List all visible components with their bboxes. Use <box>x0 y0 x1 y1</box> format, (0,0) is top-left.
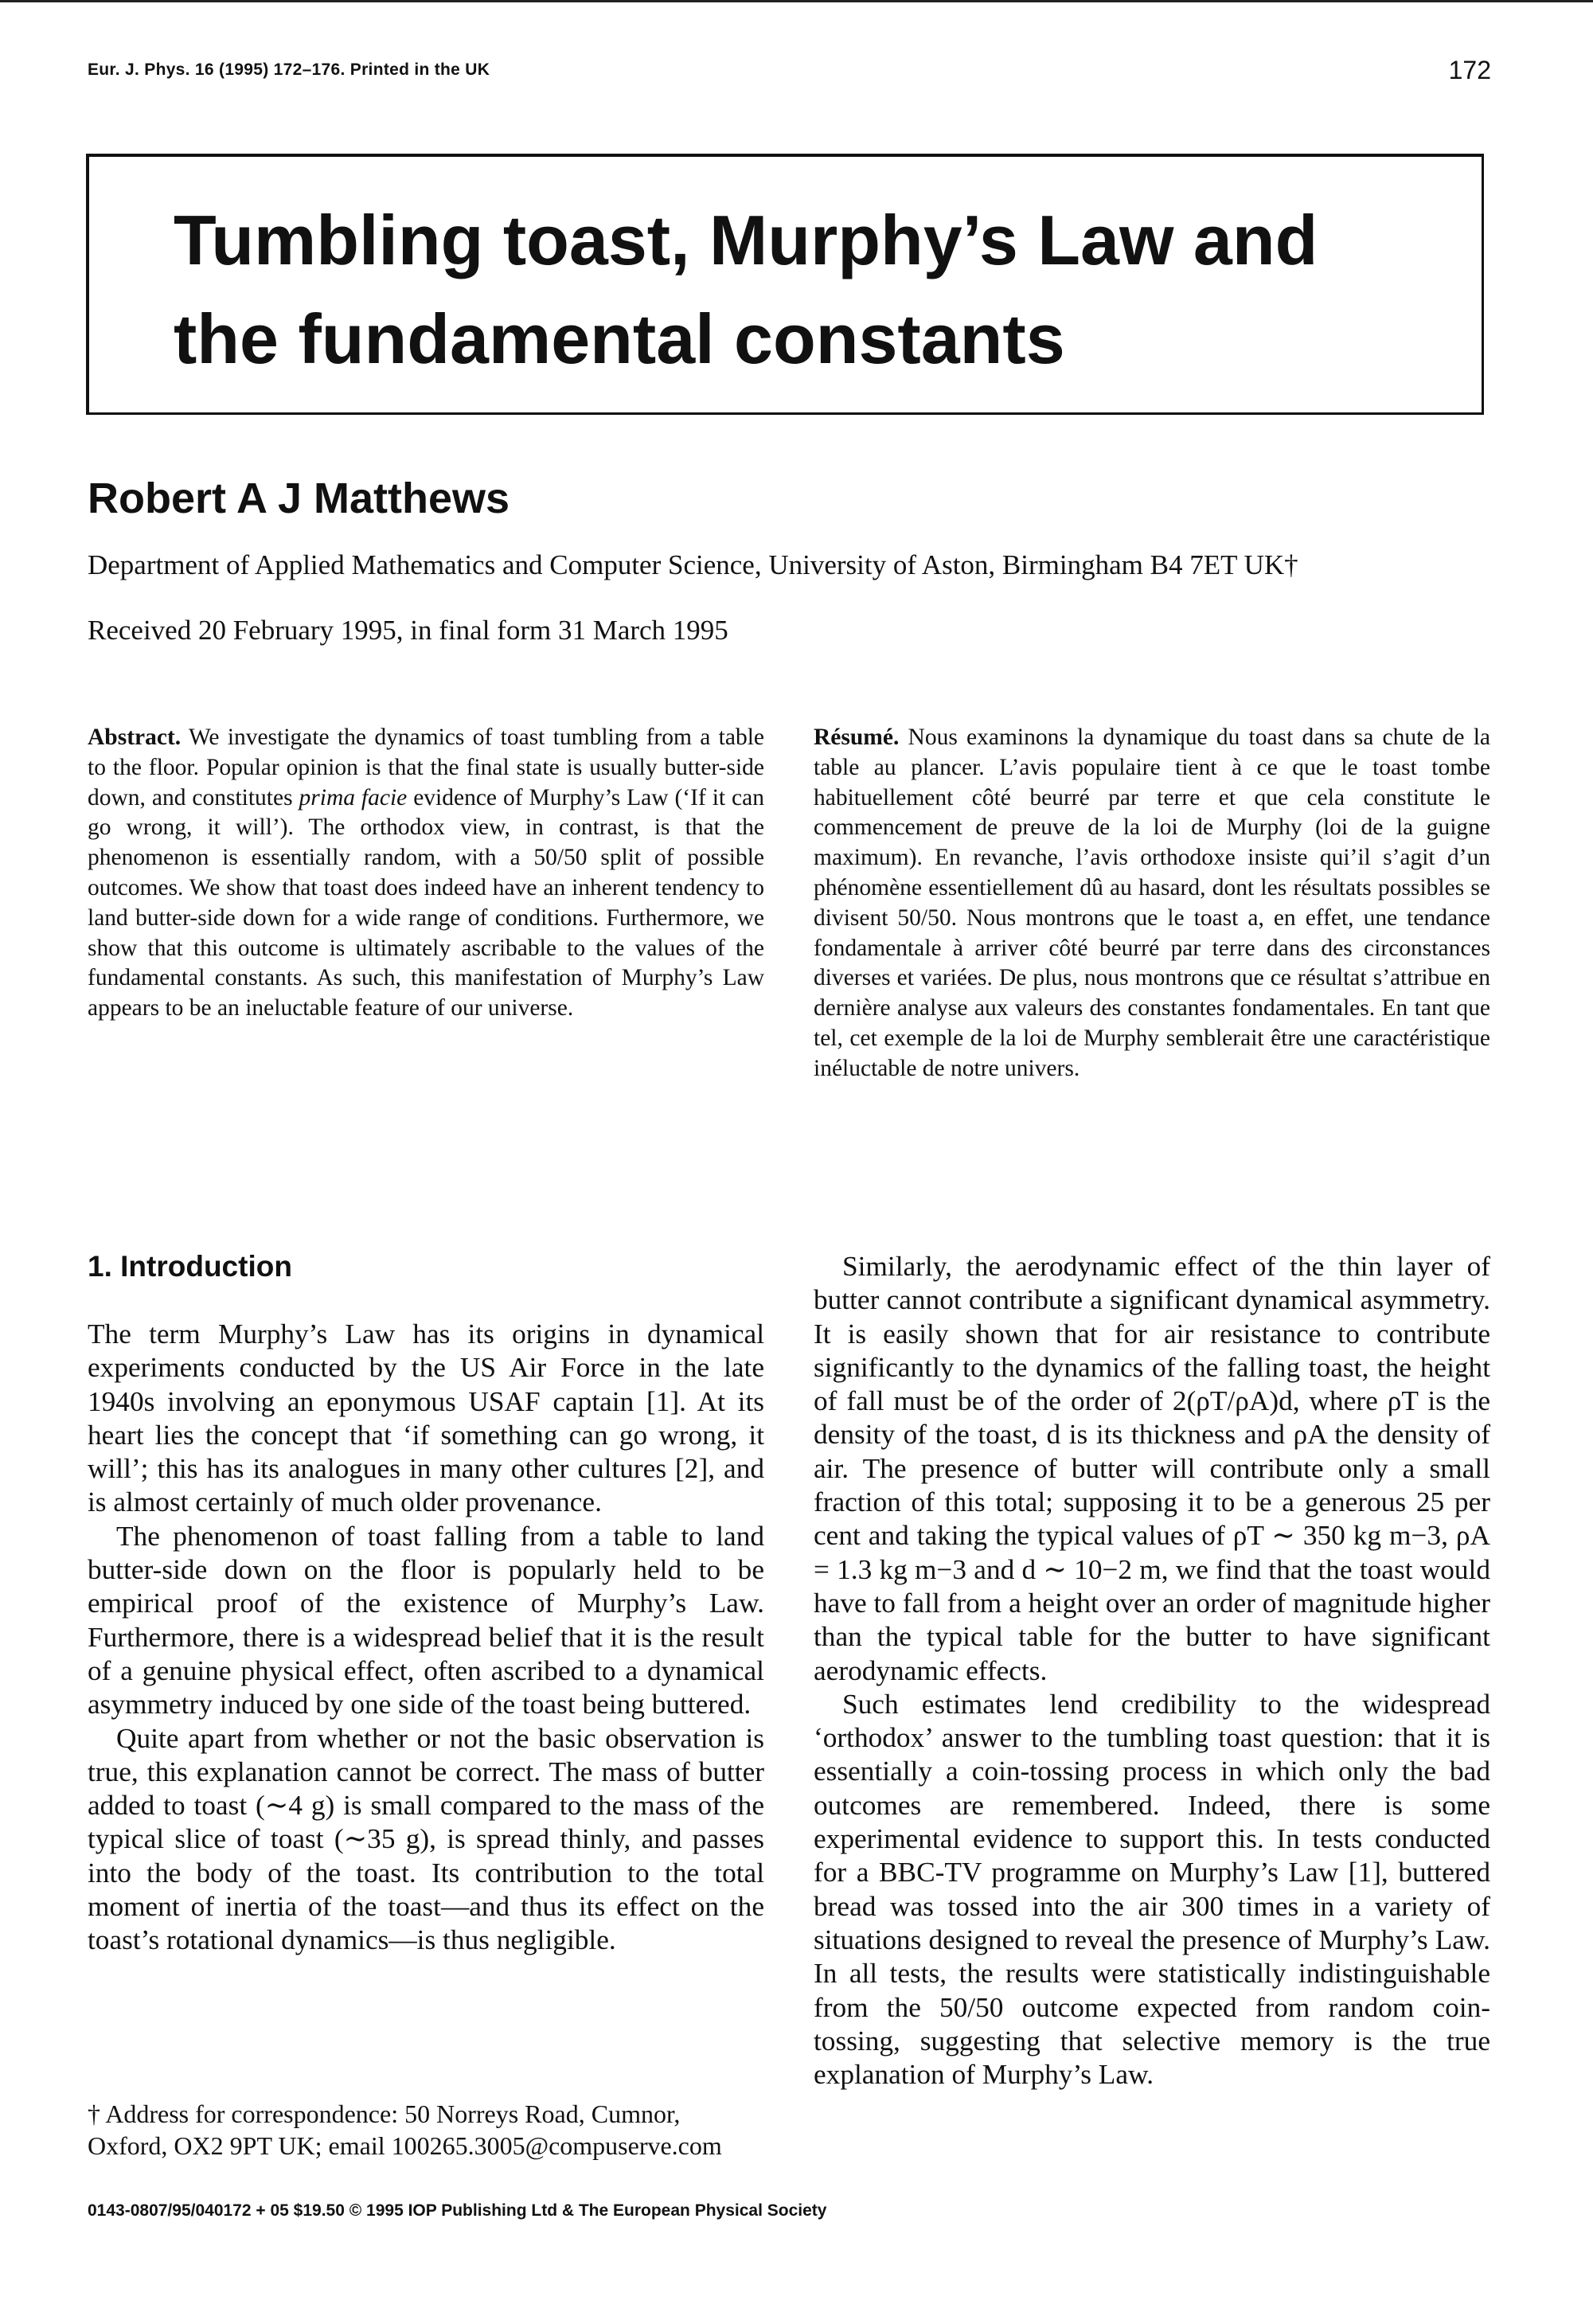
section-heading: 1. Introduction <box>88 1250 292 1283</box>
title-line-2: the fundamental constants <box>174 299 1065 378</box>
resume-text: Nous examinons la dynamique du toast dans sa chute de la table au plancer. L’avis populaire tient à ce que le toast tombe habituellement côté beurré par terre et que cela constitute le commencement de preuve de la loi de Murphy (loi de la guigne maximum). En revanche, l’avis orthodoxe insiste qui’il s’agit d’un phénomène essentiellement dû au hasard, dont les résultats possibles se divisent 50/50. Nous montrons que le toast a, en effet, une tendance fondamentale à arriver côté beurré par terre dans des circonstances diverses et variées. De plus, nous montrons que ce résultat s’attribue en dernière analyse aux valeurs des constantes fondamentales. En tant que tel, cet exemple de la loi de Murphy semblerait être une caractéristique inéluctable de notre univers. <box>814 725 1490 1081</box>
resume-label: Résumé. <box>814 725 900 750</box>
title-line-1: Tumbling toast, Murphy’s Law and <box>174 201 1318 279</box>
paragraph-2: The phenomenon of toast falling from a table to land butter-side down on the floor is popularly held to be empirical proof of the existence of Murphy’s Law. Furthermore, there is a widespread belief that it is the result of a genuine physical effect, often ascribed to a dynamical asymmetry induced by one side of the toast being buttered. <box>88 1520 764 1721</box>
copyright-line: 0143-0807/95/040172 + 05 $19.50 © 1995 IOP Publishing Ltd & The European Physical Society <box>88 2201 827 2220</box>
left-column <box>88 1318 764 1958</box>
paper-title <box>174 191 1447 389</box>
resume <box>814 723 1490 1084</box>
abstract-text-b: evidence of Murphy’s Law (‘If it can go wrong, it will’). The orthodox view, in contrast, is that the phenomenon is essentially random, with a 50/50 split of possible outcomes. We show that toast does indeed have an inherent tendency to land butter-side down for a wide range of conditions. Furthermore, we show that this outcome is ultimately ascribable to the values of the fundamental constants. As such, this manifestation of Murphy’s Law appears to be an ineluctable feature of our universe. <box>88 784 764 1021</box>
affiliation: Department of Applied Mathematics and Computer Science, University of Aston, Birmingham B4 7ET UK† <box>88 549 1298 580</box>
footnote: † Address for correspondence: 50 Norreys Road, Cumnor, Oxford, OX2 9PT UK; email 100265.3005@compuserve.com <box>88 2099 722 2160</box>
paragraph-1: The term Murphy’s Law has its origins in dynamical experiments conducted by the US Air Force in the late 1940s involving an eponymous USAF captain [1]. At its heart lies the concept that ‘if something can go wrong, it will’; this has its analogues in many other cultures [2], and is almost certainly of much older provenance. <box>88 1318 764 1518</box>
paragraph-5: Such estimates lend credibility to the widespread ‘orthodox’ answer to the tumbling toast question: that it is essentially a coin-tossing process in which only the bad outcomes are remembered. Indeed, there is some experimental evidence to support this. In tests conducted for a BBC-TV programme on Murphy’s Law [1], buttered bread was tossed into the air 300 times in a variety of situations designed to reveal the presence of Murphy’s Law. In all tests, the results were statistically indistinguishable from the 50/50 outcome expected from random coin-tossing, suggesting that selective memory is the true explanation of Murphy’s Law. <box>814 1688 1490 2091</box>
abstract <box>88 723 764 1024</box>
abstract-text-a: We investigate the dynamics of toast tumbling from a table to the floor. Popular opinion is that the final state is usually butter-side down, and constitutes <box>88 725 764 810</box>
paragraph-3: Quite apart from whether or not the basic observation is true, this explanation cannot be correct. The mass of butter added to toast (∼4 g) is small compared to the mass of the typical slice of toast (∼35 g), is spread thinly, and passes into the body of the toast. Its contribution to the total moment of inertia of the toast—and thus its effect on the toast’s rotational dynamics—is thus negligible. <box>88 1722 764 1956</box>
journal-citation: Eur. J. Phys. 16 (1995) 172–176. Printed in the UK <box>88 61 490 79</box>
received-date: Received 20 February 1995, in final form 31 March 1995 <box>88 615 728 646</box>
page-number: 172 <box>1448 56 1491 84</box>
abstract-label: Abstract. <box>88 725 182 750</box>
top-rule <box>0 0 1593 2</box>
paragraph-4: Similarly, the aerodynamic effect of the thin layer of butter cannot contribute a significant dynamical asymmetry. It is easily shown that for air resistance to contribute significantly to the dynamics of the falling toast, the height of fall must be of the order of 2(ρT/ρA)d, where ρT is the density of the toast, d is its thickness and ρA the density of air. The presence of butter will contribute only a small fraction of this total; supposing it to be a generous 25 per cent and taking the typical values of ρT ∼ 350 kg m−3, ρA = 1.3 kg m−3 and d ∼ 10−2 m, we find that the toast would have to fall from a height over an order of magnitude higher than the typical table for the butter to have significant aerodynamic effects. <box>814 1251 1490 1686</box>
abstract-italic: prima facie <box>299 784 408 810</box>
author-name: Robert A J Matthews <box>88 475 510 522</box>
right-column <box>814 1250 1490 2092</box>
